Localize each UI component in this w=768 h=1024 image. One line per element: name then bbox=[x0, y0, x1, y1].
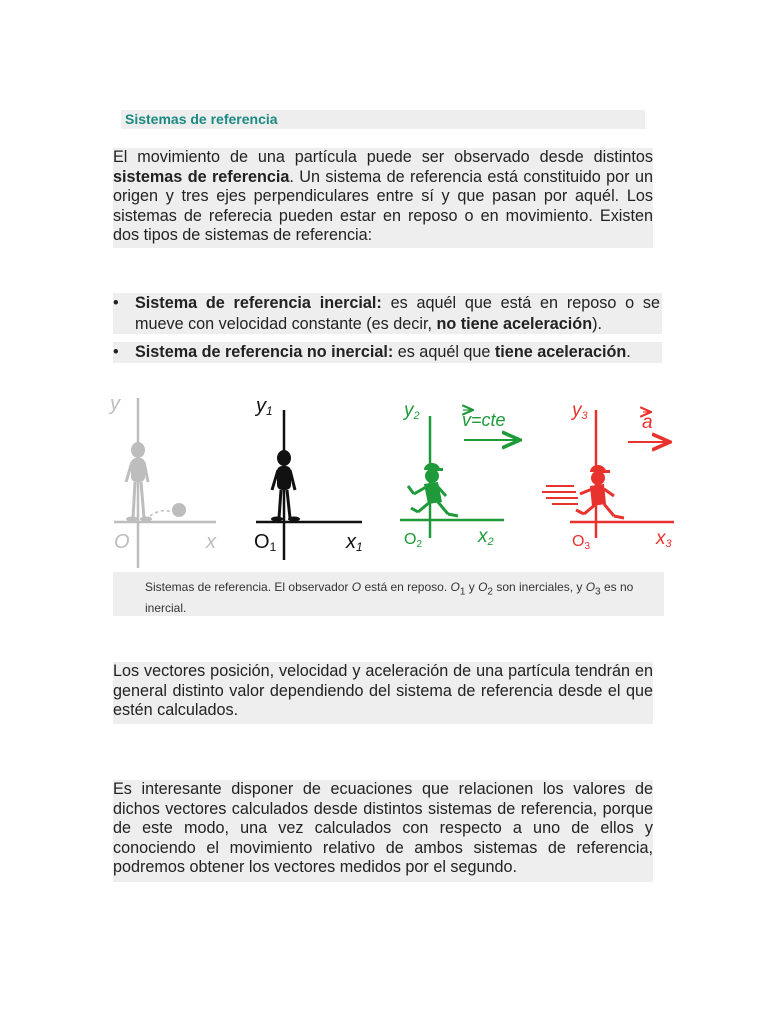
label-acceleration: a bbox=[642, 412, 653, 433]
ball-trail-icon bbox=[150, 511, 172, 516]
label-origin-rest: O bbox=[114, 531, 130, 553]
frame-2 bbox=[400, 400, 520, 550]
frame-1 bbox=[254, 395, 363, 560]
label-origin-2: O2 bbox=[404, 531, 423, 550]
label-y2: y2 bbox=[404, 400, 420, 422]
speed-lines-icon bbox=[542, 486, 578, 504]
intro-bold-term: sistemas de referencia bbox=[113, 167, 290, 186]
intro-paragraph bbox=[113, 148, 653, 248]
stick-figure-running-green-icon bbox=[408, 463, 458, 516]
label-y-rest: y bbox=[110, 393, 120, 415]
inertial-term: Sistema de referencia inercial: bbox=[135, 294, 382, 312]
ball-icon bbox=[172, 503, 186, 517]
inertial-text-end: ). bbox=[592, 314, 602, 333]
non-inertial-term: Sistema de referencia no inercial: bbox=[135, 343, 394, 361]
non-inertial-text-end: . bbox=[626, 343, 631, 361]
intro-text-1: El movimiento de una partícula puede ser observado desde distintos bbox=[113, 148, 653, 166]
equations-paragraph: Es interesante disponer de ecuaciones que relacionen los valores de dichos vectores calculados desde distintos sistemas de referencia, porque de este modo, una vez calculados con respecto a uno de ellos y conociendo el movimiento relativo de ambos sistemas de referencia, podremos obtener los vectores medidos por el segundo. bbox=[113, 780, 653, 882]
frame-3 bbox=[542, 400, 674, 552]
section-heading: Sistemas de referencia bbox=[121, 110, 645, 129]
label-origin-3: O3 bbox=[572, 533, 591, 552]
list-item-non-inertial bbox=[113, 342, 662, 363]
label-velocity: v=cte bbox=[462, 410, 506, 430]
reference-frames-figure bbox=[106, 388, 682, 568]
label-origin-1: O1 bbox=[254, 531, 277, 554]
non-inertial-emphasis: tiene aceleración bbox=[494, 343, 627, 361]
inertial-text: es aquél que está en reposo o se mueve con velocidad constante (es decir, bbox=[135, 294, 661, 333]
label-x2: x2 bbox=[478, 526, 494, 548]
vectors-paragraph: Los vectores posición, velocidad y aceleración de una partícula tendrán en general distinto valor dependiendo del sistema de referencia desde el que estén calculados. bbox=[113, 662, 653, 724]
stick-figure-standing-black-icon bbox=[271, 450, 300, 522]
frame-rest bbox=[108, 393, 217, 568]
label-x-rest: x bbox=[206, 531, 216, 553]
reference-types-list bbox=[113, 293, 662, 363]
inertial-emphasis: no tiene aceleración bbox=[436, 314, 593, 333]
label-y3: y3 bbox=[572, 400, 588, 422]
label-x3: x3 bbox=[656, 528, 672, 550]
label-x1: x1 bbox=[346, 531, 363, 554]
stick-figure-running-red-icon bbox=[576, 465, 624, 518]
list-item-inertial bbox=[113, 293, 662, 334]
intro-text-2: . Un sistema de referencia está constituido por un origen y tres ejes perpendiculares entre sí y que pasan por aquél. Los sistemas de referecia pueden estar en reposo o en movimiento. Existen dos tipos de sistemas de referencia: bbox=[113, 167, 653, 245]
bullet-icon: • bbox=[113, 294, 119, 312]
figure-caption: Sistemas de referencia. El observador O está en reposo. $O_1$ y $O_2$ son inerciales, y $O_3$ es no inercial. bbox=[113, 572, 664, 616]
non-inertial-text: es aquél que bbox=[393, 343, 495, 361]
bullet-icon: • bbox=[113, 343, 119, 361]
label-y1: y1 bbox=[256, 395, 273, 418]
